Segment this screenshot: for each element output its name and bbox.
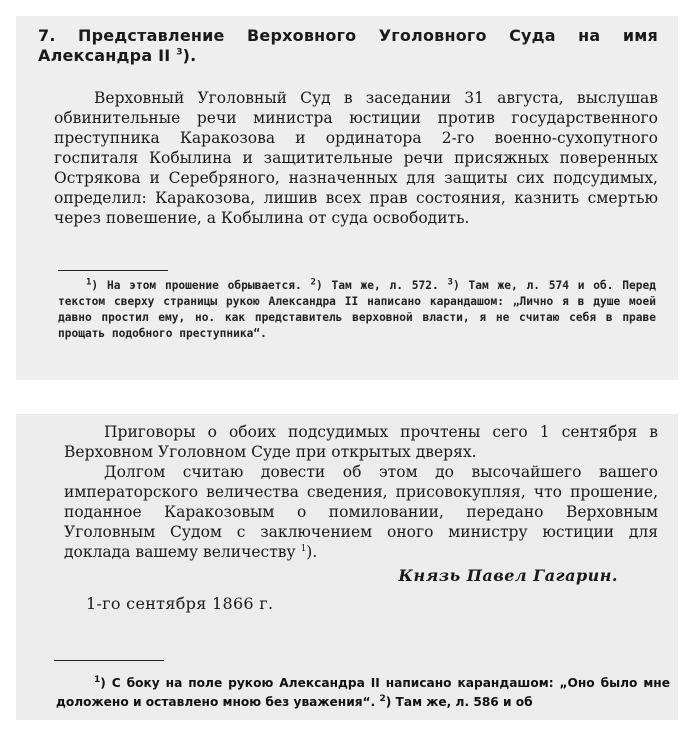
document-top-section: [16, 16, 678, 380]
footnote-marker-3: 3: [447, 277, 453, 288]
bottom-footnote-1: ) С боку на поле рукою Александра II написано карандашом: „Оно было мне доложено и оставлено мною без уважения“.: [56, 676, 670, 709]
bottom-footnote-divider: [54, 660, 164, 661]
verdict-paragraphs: [64, 422, 658, 562]
bottom-footnote-marker-2: 2: [379, 693, 386, 704]
verdict-footnote-marker: 1: [300, 543, 307, 554]
heading-footnote-marker: 3: [176, 47, 183, 58]
footnote-divider: [58, 270, 168, 271]
verdict-paragraph-2: [64, 462, 658, 562]
footnotes-block: [58, 278, 656, 342]
footnote-1: ) На этом прошение обрывается.: [91, 279, 302, 292]
bottom-footnote-2: ) Там же, л. 586 и об: [385, 695, 533, 709]
document-bottom-section: [16, 414, 678, 720]
heading-text: 7. Представление Верховного Уголовного Суда на имя Александра II: [38, 26, 658, 65]
footnote-paragraph: [58, 278, 656, 342]
bottom-footnotes-block: [56, 674, 670, 712]
verdict-paragraph-1: Приговоры о обоих подсудимых прочтены сего 1 сентября в Верховном Уголовном Суде при открытых дверях.: [64, 423, 658, 461]
heading-end: ).: [182, 46, 197, 65]
signature: Князь Павел Гагарин.: [398, 566, 618, 585]
bottom-footnote-paragraph: [56, 674, 670, 712]
footnote-3: ) Там же, л. 574 и об. Перед текстом сверху страницы рукою Александра II написано карандашом: „Лично я в душе моей давно простил ему, но. как представитель верховной власти, я не считаю себя в праве прощать подобного преступника“.: [58, 279, 656, 340]
footnote-marker-1: 1: [86, 277, 92, 288]
document-date: 1-го сентября 1866 г.: [86, 594, 274, 613]
bottom-footnote-marker-1: 1: [94, 674, 101, 685]
verdict-paragraph-2-end: ).: [306, 543, 318, 561]
footnote-2: ) Там же, л. 572.: [315, 279, 439, 292]
main-paragraph: Верховный Уголовный Суд в заседании 31 августа, выслушав обвинительные речи министра юстиции против государственного преступника Каракозова и ординатора 2-го военно-сухопутного госпиталя Кобылина и защитительные речи присяжных поверенных Острякова и Серебряного, назначенных для защиты сих подсудимых, определил: Каракозова, лишив всех прав состояния, казнить смертью через повешение, а Кобылина от суда освободить.: [54, 89, 658, 227]
section-heading: [38, 26, 658, 66]
verdict-paragraph-2-text: Долгом считаю довести об этом до высочайшего вашего императорского величества сведения, присовокупляя, что прошение, поданное Каракозовым о помиловании, передано Верховным Уголовным Судом с заключением оного министру юстиции для доклада вашему величеству: [64, 463, 658, 561]
footnote-marker-2: 2: [310, 277, 316, 288]
main-paragraph-block: [54, 88, 658, 258]
